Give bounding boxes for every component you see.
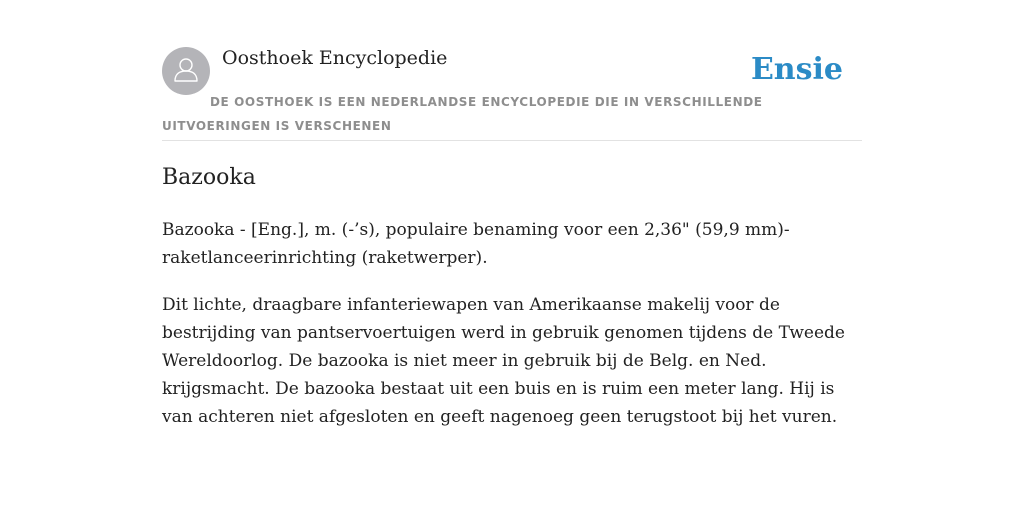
brand-logo[interactable]: Ensie (750, 52, 843, 87)
source-title[interactable]: Oosthoek Encyclopedie (222, 47, 448, 69)
article-title: Bazooka (162, 165, 256, 190)
avatar[interactable] (162, 47, 210, 95)
source-description: DE OOSTHOEK IS EEN NEDERLANDSE ENCYCLOPEDIE DIE IN VERSCHILLENDE UITVOERINGEN IS VERSCHENEN (162, 95, 763, 133)
article-paragraph: Bazooka - [Eng.], m. (-’s), populaire benaming voor een 2,36" (59,9 mm)-raketlanceerinrichting (raketwerper). (162, 220, 790, 268)
article-paragraph: Dit lichte, draagbare infanteriewapen van Amerikaanse makelij voor de bestrijding van pantservoertuigen werd in gebruik genomen tijdens de Tweede Wereldoorlog. De bazooka is niet meer in gebruik bij de Belg. en Ned. krijgsmacht. De bazooka bestaat uit een buis en is ruim een meter lang. Hij is van achteren niet afgesloten en geeft nagenoeg geen terugstoot bij het vuren. (162, 295, 845, 427)
article (162, 160, 862, 431)
user-icon (171, 54, 201, 89)
source-header (162, 46, 862, 141)
